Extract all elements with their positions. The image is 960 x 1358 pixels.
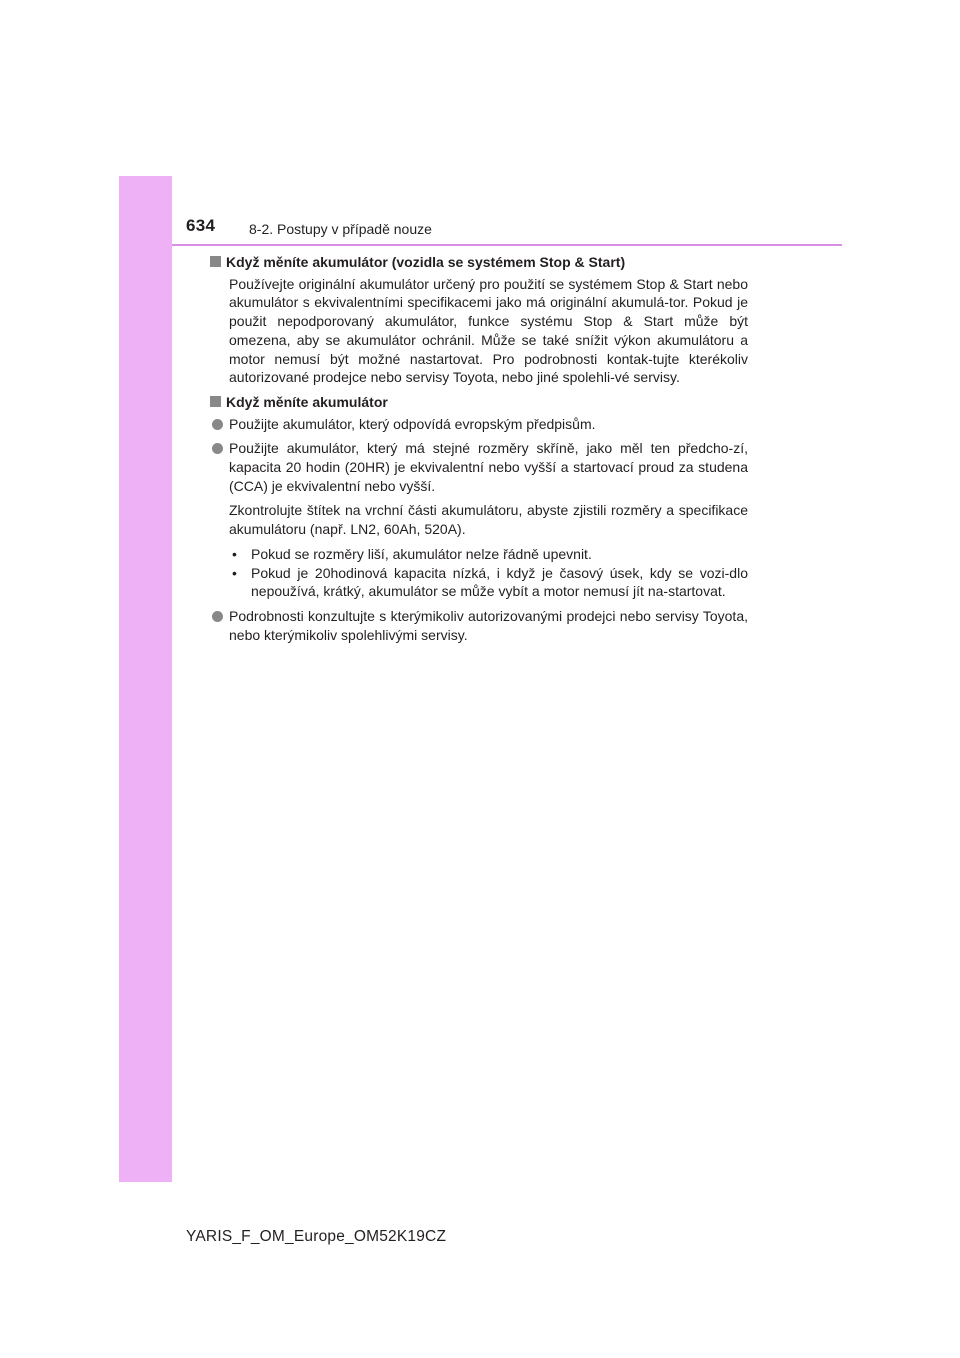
- sub-list-item-text: Pokud je 20hodinová kapacita nízká, i když je časový úsek, kdy se vozi-dlo nepoužívá, krátký, akumulátor se může vybít a motor nemusí jít na-startovat.: [251, 564, 748, 600]
- circle-bullet-icon: [212, 443, 223, 454]
- heading-text: Když měníte akumulátor: [226, 393, 388, 410]
- list-item-text: Použijte akumulátor, který odpovídá evropským předpisům.: [229, 415, 596, 432]
- sub-list-item: [210, 564, 748, 601]
- list-item: [210, 439, 748, 495]
- page-content: [210, 253, 748, 650]
- chapter-sidebar-tab: [119, 176, 172, 1182]
- paragraph-stop-start: Používejte originální akumulátor určený pro použití se systémem Stop & Start nebo akumulátor s ekvivalentními specifikacemi jako má originální akumulá-tor. Pokud je použit nepodporovaný akumulátor, funkce systému Stop & Start může být omezena, aby se akumulátor ochránil. Může se také snížit výkon akumulátoru a motor nemusí být možné nastartovat. Pro podrobnosti kontak-tujte kterékoliv autorizované prodejce nebo servisy Toyota, nebo jiné spolehli-vé servisy.: [229, 275, 748, 386]
- paragraph-check-label: Zkontrolujte štítek na vrchní části akumulátoru, abyste zjistili rozměry a specifikace akumulátoru (např. LN2, 60Ah, 520A).: [229, 502, 748, 538]
- circle-bullet-icon: [212, 611, 223, 622]
- section-title: 8-2. Postupy v případě nouze: [249, 221, 432, 237]
- list-item: [210, 607, 748, 644]
- heading-text: Když měníte akumulátor (vozidla se systémem Stop & Start): [226, 254, 626, 270]
- list-item: [210, 415, 748, 434]
- sub-list-item: [210, 545, 748, 564]
- document-id-footer: YARIS_F_OM_Europe_OM52K19CZ: [186, 1228, 447, 1245]
- square-bullet-icon: [210, 256, 221, 267]
- sub-list-item-text: Pokud se rozměry liší, akumulátor nelze řádně upevnit.: [251, 545, 592, 562]
- heading-battery-replacement: [210, 393, 748, 412]
- dot-bullet-icon: •: [232, 545, 237, 562]
- list-item-text: Použijte akumulátor, který má stejné rozměry skříně, jako měl ten předcho-zí, kapacita 20 hodin (20HR) je ekvivalentní nebo vyšší a startovací proud za studena (CCA) je ekvivalentní nebo vyšší.: [229, 440, 748, 494]
- heading-stop-start: [210, 253, 748, 272]
- square-bullet-icon: [210, 396, 221, 407]
- page-number: 634: [186, 216, 216, 235]
- header-divider: [172, 244, 842, 246]
- dot-bullet-icon: •: [232, 564, 237, 581]
- circle-bullet-icon: [212, 419, 223, 430]
- list-item-text: Podrobnosti konzultujte s kterýmikoliv autorizovanými prodejci nebo servisy Toyota, nebo kterýmikoliv spolehlivými servisy.: [229, 607, 748, 643]
